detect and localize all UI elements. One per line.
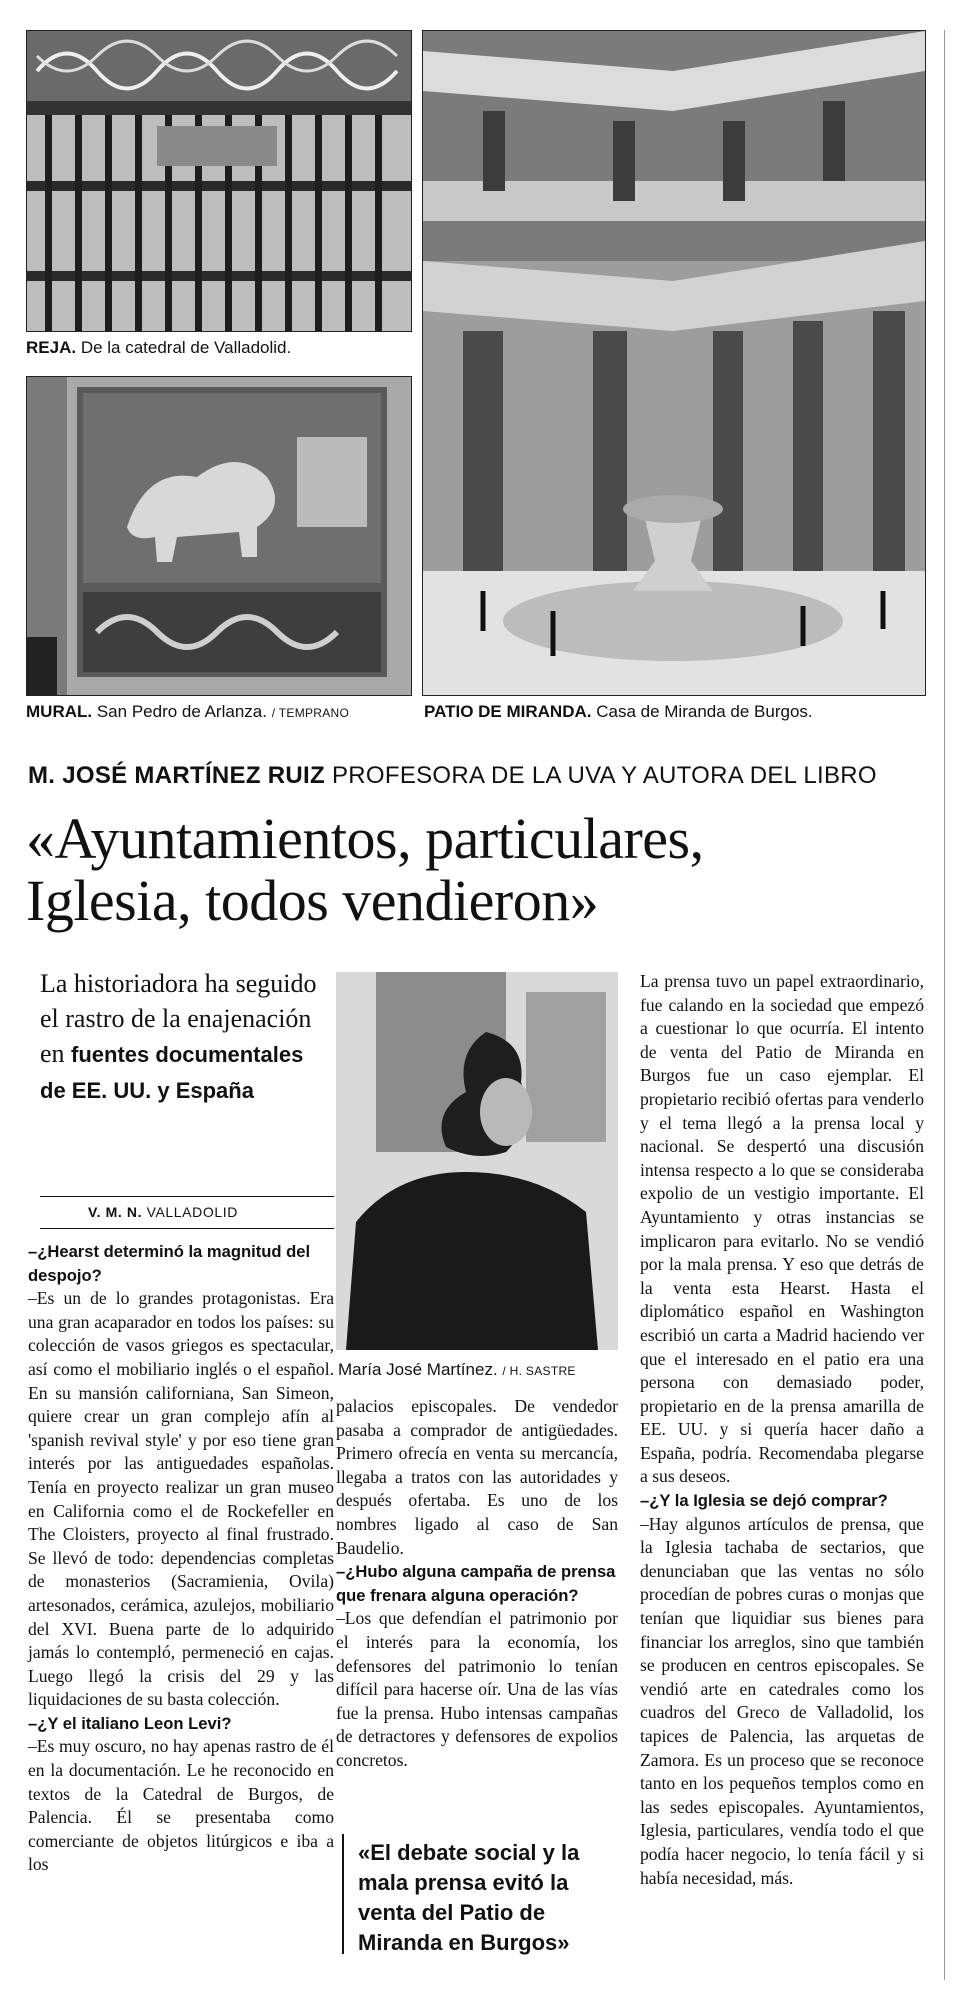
headline-line-2: Iglesia, todos vendieron» bbox=[26, 868, 599, 933]
kicker bbox=[28, 762, 877, 790]
kicker-name: M. JOSÉ MARTÍNEZ RUIZ bbox=[28, 762, 325, 789]
byline-rule-bottom bbox=[40, 1228, 334, 1229]
portrait-photo bbox=[336, 972, 618, 1350]
patio-caption bbox=[424, 702, 813, 722]
reja-caption-title: REJA. bbox=[26, 338, 77, 357]
patio-photo bbox=[422, 30, 926, 696]
page-edge-rule bbox=[944, 30, 945, 1980]
answer-1: –Es un de lo grandes protagonistas. Era una gran acaparador en todos los países: su colección de vasos griegos es spectacular, así como el mobiliario inglés o el español. En su mansión californiana, San Simeon, quiere crear un gran complejo afín al 'spanish revival style' y por eso tiene gran interés por las antiguedades españolas. Tenía en proyecto realizar un gran museo en California como el de Rockefeller en The Cloisters, proyecto al final frustrado. Se llevó de todo: dependencias completas de monasterios (Sacramienia, Ovila) artesonados, cerámica, azulejos, mobiliario del XVI. Buena parte de lo adquirido jamás lo contempló, permeneció en cajas. Luego llegó la crisis del 29 y las liquidaciones de su basta colección. bbox=[28, 1288, 334, 1710]
byline-author: V. M. N. bbox=[88, 1204, 143, 1220]
answer-3: –Los que defendían el patrimonio por el interés para la economía, los defensores del patrimonio lo tenían difícil para hacerse oír. Una de las vías fue la prensa. Hubo intensas campañas de detractores y defensores de expolios concretos. bbox=[336, 1608, 618, 1770]
portrait-caption bbox=[338, 1360, 576, 1381]
answer-4: –Hay algunos artículos de prensa, que la Iglesia tachaba de sectarios, que denunciaban que las ventas no sólo procedían de pobres curas o monjas que tenían que liquidiar sus bienes para financiar los arreglos, sino que también se producen en centros episcopales. Se vendió arte en catedrales como los cuadros del Greco de Valladolid, los tapices de Palencia, las arquetas de Zamora. Es un proceso que se reconoce tanto en los pequeños templos como en las sedes episcopales. Ayuntamientos, Iglesia, particulares, vendía todo el que podía hacer negocio, lo tenía fácil y si había necesidad, más. bbox=[640, 1513, 924, 1888]
answer-3-continued: La prensa tuvo un papel extraordinario, fue calando en la sociedad que empezó a cuestionar lo que ocurría. El intento de venta del Patio de Miranda en Burgos fue un caso ejemplar. El propietario recibió ofertas para venderlo y el tema llegó a la prensa local y nacional. Se despertó una discusión intensa respecto a lo que se consideraba expolio de un vestigio importante. El Ayuntamiento y otras instancias se implicaron para evitarlo. No se vendió por la mala prensa. Y eso que detrás de la venta esta Hearst. Hasta el diplomático español en Washington escribió un carta a Madrid haciendo ver que el interesado en el patio era una persona con demasiado poder, propietario en de la prensa amarilla de EE. UU. y si quería hacer daño a España, podría. Recomendaba plegarse a sus deseos. bbox=[640, 971, 924, 1487]
question-3: –¿Hubo alguna campaña de prensa que frenara alguna operación? bbox=[336, 1562, 616, 1605]
reja-caption bbox=[26, 338, 291, 358]
mural-credit: / TEMPRANO bbox=[271, 706, 350, 720]
kicker-role: PROFESORA DE LA UVA Y AUTORA DEL LIBRO bbox=[331, 762, 877, 789]
body-column-3 bbox=[640, 970, 924, 1890]
deck-plain: La historiadora ha seguido el rastro de la enajenación en bbox=[40, 969, 317, 1068]
mural-caption-title: MURAL. bbox=[26, 702, 93, 721]
patio-caption-title: PATIO DE MIRANDA. bbox=[424, 702, 592, 721]
deck bbox=[40, 966, 330, 1108]
deck-bold: fuentes documentales de EE. UU. y España bbox=[40, 1042, 304, 1103]
answer-2-continued: palacios episcopales. De vendedor pasaba a comprador de antigüedades. Primero ofrecía en venta su mercancía, llegaba a tratos con las autoridades y después ofertaba. Es uno de los nombres ligado al caso de San Baudelio. bbox=[336, 1396, 618, 1558]
answer-2: –Es muy oscuro, no hay apenas rastro de él en la documentación. Le he reconocido en textos de la Catedral de Burgos, de Palencia. Él se presentaba como comerciante de objetos litúrgicos e iba a los bbox=[28, 1736, 334, 1875]
reja-caption-text: De la catedral de Valladolid. bbox=[80, 338, 292, 357]
mural-caption bbox=[26, 702, 349, 723]
question-4: –¿Y la Iglesia se dejó comprar? bbox=[640, 1491, 888, 1511]
body-column-2 bbox=[336, 1395, 618, 1773]
question-2: –¿Y el italiano Leon Levi? bbox=[28, 1713, 232, 1733]
byline-place: VALLADOLID bbox=[146, 1204, 238, 1220]
mural-caption-text: San Pedro de Arlanza. bbox=[96, 702, 267, 721]
mural-photo bbox=[26, 376, 412, 696]
patio-caption-text: Casa de Miranda de Burgos. bbox=[596, 702, 813, 721]
question-1: –¿Hearst determinó la magnitud del despojo? bbox=[28, 1242, 311, 1285]
byline bbox=[88, 1204, 238, 1220]
portrait-credit: / H. SASTRE bbox=[502, 1364, 576, 1378]
byline-rule bbox=[40, 1196, 334, 1197]
pullquote-rule bbox=[342, 1834, 344, 1954]
reja-photo bbox=[26, 30, 412, 332]
body-column-1 bbox=[28, 1240, 334, 1877]
headline bbox=[26, 808, 926, 932]
portrait-caption-text: María José Martínez. bbox=[338, 1360, 498, 1379]
headline-line-1: «Ayuntamientos, particulares, bbox=[26, 806, 704, 871]
pullquote: «El debate social y la mala prensa evitó la venta del Patio de Miranda en Burgos» bbox=[358, 1840, 580, 1955]
